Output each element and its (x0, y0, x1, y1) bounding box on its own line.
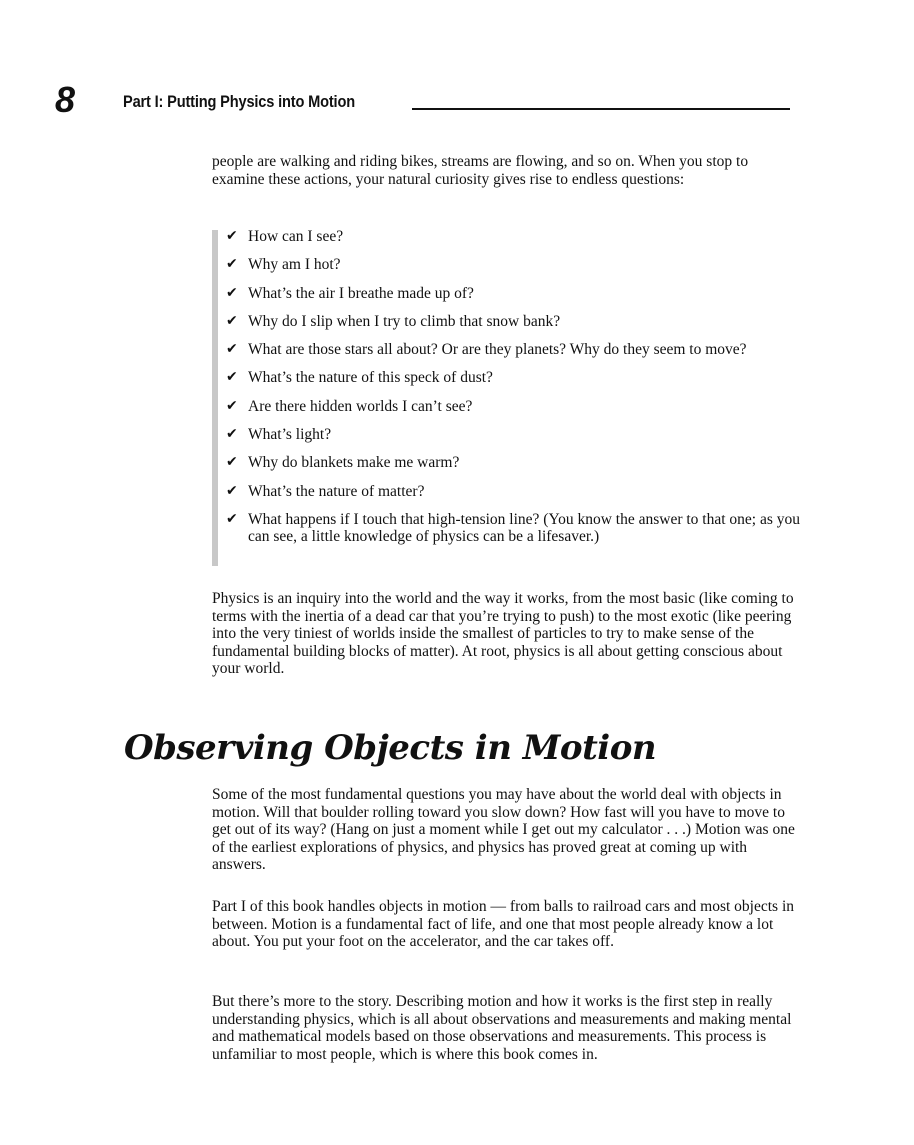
list-item (226, 256, 806, 274)
section-paragraph-2: Part I of this book handles objects in motion — from balls to railroad cars and most objects in between. Motion is a fundamental fact of life, and one that most people already know a lot about. You put your foot on the accelerator, and the car takes off. (212, 898, 795, 950)
list-item-text: What are those stars all about? Or are they planets? Why do they seem to move? (248, 341, 747, 359)
list-item-text: What’s the nature of matter? (248, 482, 425, 500)
list-item-text: What’s light? (248, 426, 332, 444)
list-item-text: What’s the nature of this speck of dust? (248, 369, 493, 387)
page-number: 8 (55, 79, 76, 120)
list-item-text: What’s the air I breathe made up of? (248, 284, 474, 302)
checkmark-icon: ✔ (226, 510, 238, 527)
question-list (226, 228, 806, 557)
bullet-list-bar (212, 230, 218, 566)
checkmark-icon: ✔ (226, 454, 238, 471)
list-item (226, 398, 806, 416)
section-paragraph-1: Some of the most fundamental questions you may have about the world deal with objects in motion. Will that boulder rolling toward you slow down? How fast will you have to move to get out of its way? (Hang on just a moment while I get out my calculator . . .) Motion was one of the earliest explorations of physics, and physics has proved great at coming up with answers. (212, 786, 795, 873)
intro-paragraph: people are walking and riding bikes, streams are flowing, and so on. When you stop to examine these actions, your natural curiosity gives rise to endless questions: (212, 153, 749, 188)
checkmark-icon: ✔ (226, 482, 238, 499)
running-head: Part I: Putting Physics into Motion (123, 92, 355, 111)
checkmark-icon: ✔ (226, 228, 238, 244)
section-heading: Observing Objects in Motion (124, 728, 657, 768)
list-item (226, 426, 806, 444)
header-rule (412, 108, 790, 110)
list-item-text: How can I see? (248, 228, 344, 245)
checkmark-icon: ✔ (226, 426, 238, 443)
list-item-text: Are there hidden worlds I can’t see? (248, 397, 473, 415)
checkmark-icon: ✔ (226, 312, 238, 329)
checkmark-icon: ✔ (226, 256, 238, 273)
checkmark-icon: ✔ (226, 341, 238, 358)
checkmark-icon: ✔ (226, 397, 238, 414)
list-item (226, 341, 806, 359)
list-item (226, 454, 806, 472)
list-item (226, 511, 806, 546)
checkmark-icon: ✔ (226, 369, 238, 386)
list-item (226, 369, 806, 387)
list-item-text: Why do I slip when I try to climb that snow bank? (248, 312, 561, 330)
list-item (226, 228, 806, 246)
list-item (226, 483, 806, 501)
section-paragraph-3: But there’s more to the story. Describing motion and how it works is the first step in really understanding physics, which is all about observations and measurements and making mental and mathematical models based on those observations and measurements. This process is unfamiliar to most people, which is where this book comes in. (212, 993, 792, 1063)
list-item (226, 313, 806, 331)
list-item-text: Why do blankets make me warm? (248, 454, 460, 472)
list-item (226, 285, 806, 303)
list-item-text: Why am I hot? (248, 256, 341, 274)
checkmark-icon: ✔ (226, 284, 238, 301)
physics-paragraph: Physics is an inquiry into the world and the way it works, from the most basic (like coming to terms with the inertia of a dead car that you’re trying to push) to the most exotic (like peering into the very tiniest of worlds inside the smallest of particles to try to make sense of the fundamental building blocks of matter). At root, physics is all about getting conscious about your world. (212, 590, 794, 677)
list-item-text: What happens if I touch that high-tension line? (You know the answer to that one; as you can see, a little knowledge of physics can be a lifesaver.) (248, 510, 801, 546)
